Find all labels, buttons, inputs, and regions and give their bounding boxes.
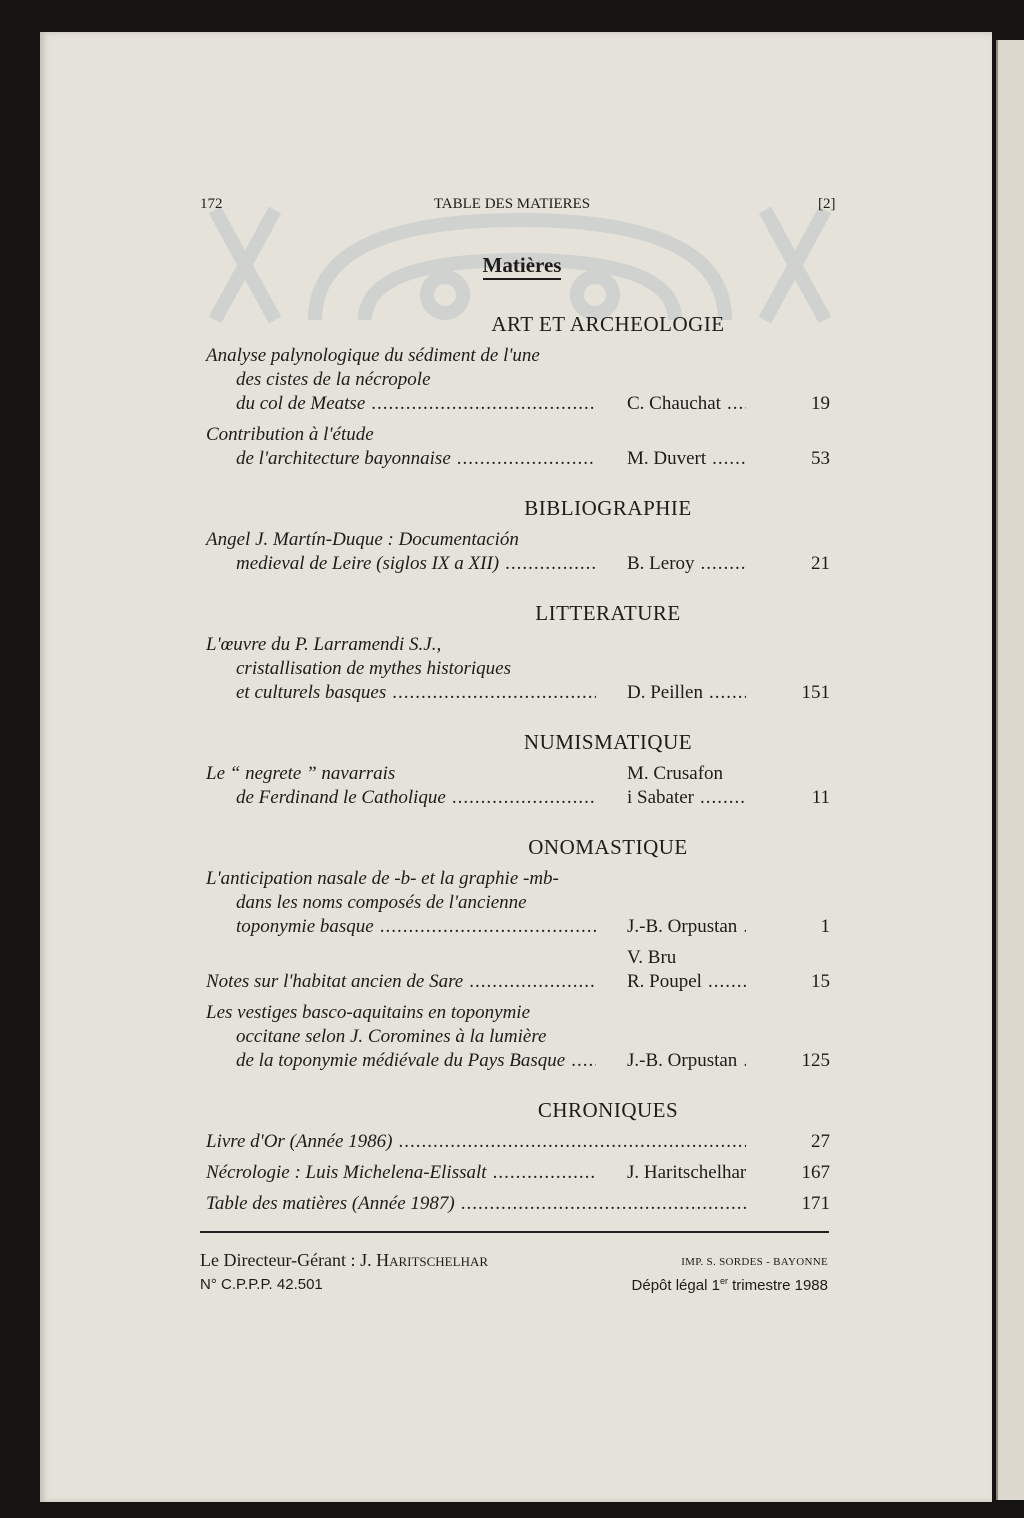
entry-author bbox=[600, 1161, 750, 1185]
title-text: de la toponymie médiévale du Pays Basque bbox=[236, 1050, 566, 1071]
entry-page-number: 21 bbox=[811, 553, 830, 574]
section-heading: BIBLIOGRAPHIE bbox=[524, 496, 692, 520]
entry-author bbox=[600, 762, 750, 810]
entry-author bbox=[600, 447, 750, 471]
entry-title bbox=[206, 762, 600, 810]
toc-entry bbox=[206, 1161, 830, 1185]
author-text: i Sabater bbox=[627, 787, 695, 808]
title-line bbox=[206, 392, 600, 416]
title-text: du col de Meatse bbox=[236, 393, 366, 414]
author-line: M. Crusafon bbox=[627, 763, 724, 784]
page-title bbox=[0, 253, 1024, 278]
printer: IMP. S. SORDES - BAYONNE bbox=[681, 1256, 828, 1268]
entry-page-number: 11 bbox=[811, 787, 830, 808]
dot-leader bbox=[709, 681, 746, 705]
author-text: B. Leroy bbox=[627, 553, 695, 574]
depot-sup: er bbox=[719, 1276, 728, 1286]
title-line: dans les noms composés de l'ancienne bbox=[236, 892, 527, 913]
author-line bbox=[627, 392, 750, 416]
dot-leader bbox=[701, 552, 746, 576]
table-of-contents bbox=[206, 312, 830, 1223]
page-title-text: Matières bbox=[483, 253, 562, 280]
title-line: Le “ negrete ” navarrais bbox=[206, 763, 396, 784]
dot-leader bbox=[371, 392, 596, 416]
title-line: Contribution à l'étude bbox=[206, 424, 374, 445]
entry-title bbox=[206, 1001, 600, 1073]
entry-page-number: 27 bbox=[811, 1131, 830, 1152]
author-line bbox=[627, 1049, 750, 1073]
running-title: TABLE DES MATIERES bbox=[433, 196, 591, 212]
toc-entry bbox=[206, 528, 830, 576]
section-heading: NUMISMATIQUE bbox=[523, 730, 693, 754]
dot-leader bbox=[712, 447, 746, 471]
title-line bbox=[206, 447, 600, 471]
cppp-number: N° C.P.P.P. 42.501 bbox=[200, 1276, 323, 1293]
toc-entry bbox=[206, 762, 830, 810]
title-text: toponymie basque bbox=[236, 916, 374, 937]
entry-title bbox=[206, 970, 600, 994]
director-line bbox=[200, 1250, 488, 1271]
dot-leader bbox=[392, 681, 596, 705]
depot-suffix: trimestre 1988 bbox=[727, 1277, 828, 1294]
author-text: M. Duvert bbox=[627, 448, 707, 469]
dot-leader bbox=[380, 915, 596, 939]
title-text: Livre d'Or (Année 1986) bbox=[206, 1131, 393, 1152]
section-heading: LITTERATURE bbox=[535, 601, 681, 625]
author-text: C. Chauchat bbox=[627, 393, 721, 414]
author-line: V. Bru bbox=[627, 947, 677, 968]
entry-page-number: 171 bbox=[801, 1193, 830, 1214]
section-heading: ART ET ARCHEOLOGIE bbox=[491, 312, 725, 336]
title-text: Table des matières (Année 1987) bbox=[206, 1193, 455, 1214]
entry-title bbox=[206, 1192, 750, 1216]
author-line bbox=[627, 447, 750, 471]
toc-entry bbox=[206, 633, 830, 705]
author-line bbox=[627, 915, 750, 939]
dot-leader bbox=[708, 970, 746, 994]
entry-page-number: 15 bbox=[811, 971, 830, 992]
toc-entry bbox=[206, 1001, 830, 1073]
dot-leader bbox=[493, 1161, 596, 1185]
title-text: de l'architecture bayonnaise bbox=[236, 448, 451, 469]
author-text: R. Poupel bbox=[627, 971, 702, 992]
entry-title bbox=[206, 1161, 600, 1185]
section-heading: ONOMASTIQUE bbox=[528, 835, 688, 859]
entry-title bbox=[206, 423, 600, 471]
dot-leader bbox=[457, 447, 596, 471]
title-line: des cistes de la nécropole bbox=[236, 369, 431, 390]
section-heading: CHRONIQUES bbox=[537, 1098, 679, 1122]
toc-entry bbox=[206, 1192, 830, 1216]
entry-title bbox=[206, 344, 600, 416]
entry-title bbox=[206, 528, 600, 576]
author-text: J.-B. Orpustan bbox=[627, 1050, 738, 1071]
title-line: cristallisation de mythes historiques bbox=[236, 658, 511, 679]
dot-leader bbox=[700, 786, 746, 810]
author-line bbox=[627, 786, 750, 810]
section-number: [2] bbox=[818, 196, 836, 212]
entry-title bbox=[206, 867, 600, 939]
title-line: Les vestiges basco-aquitains en toponymie bbox=[206, 1002, 531, 1023]
entry-author bbox=[600, 915, 750, 939]
entry-author bbox=[600, 1049, 750, 1073]
dot-leader bbox=[452, 786, 596, 810]
title-line bbox=[206, 970, 600, 994]
title-text: et culturels basques bbox=[236, 682, 387, 703]
author-line bbox=[627, 970, 750, 994]
dot-leader bbox=[461, 1192, 746, 1216]
title-line: Angel J. Martín-Duque : Documentación bbox=[206, 529, 519, 550]
dot-leader bbox=[727, 392, 746, 416]
dot-leader bbox=[505, 552, 596, 576]
entry-page-number: 1 bbox=[820, 916, 830, 937]
entry-author bbox=[600, 681, 750, 705]
dot-leader bbox=[571, 1049, 596, 1073]
entry-page-number: 53 bbox=[811, 448, 830, 469]
title-line: L'œuvre du P. Larramendi S.J., bbox=[206, 634, 442, 655]
dot-leader bbox=[743, 1049, 746, 1073]
title-line bbox=[206, 1161, 600, 1185]
author-line bbox=[627, 681, 750, 705]
author-line bbox=[627, 1161, 750, 1185]
entry-author bbox=[600, 392, 750, 416]
toc-entry bbox=[206, 946, 830, 994]
toc-entry bbox=[206, 867, 830, 939]
author-text: D. Peillen bbox=[627, 682, 703, 703]
legal-deposit bbox=[632, 1276, 828, 1294]
entry-author bbox=[600, 946, 750, 994]
entry-page-number: 19 bbox=[811, 393, 830, 414]
author-line bbox=[627, 552, 750, 576]
dot-leader bbox=[398, 1130, 746, 1154]
entry-title bbox=[206, 633, 600, 705]
depot-prefix: Dépôt légal 1 bbox=[631, 1277, 720, 1294]
title-text: medieval de Leire (siglos IX a XII) bbox=[236, 553, 500, 574]
entry-page-number: 167 bbox=[801, 1162, 830, 1183]
title-text: Nécrologie : Luis Michelena-Elissalt bbox=[206, 1162, 487, 1183]
author-text: J.-B. Orpustan bbox=[627, 916, 738, 937]
title-line bbox=[206, 552, 600, 576]
director-name: J. Haritschelhar bbox=[360, 1250, 489, 1270]
title-line bbox=[206, 915, 600, 939]
dot-leader bbox=[469, 970, 596, 994]
title-line: Analyse palynologique du sédiment de l'une bbox=[206, 345, 540, 366]
author-text: J. Haritschelhar bbox=[627, 1162, 747, 1183]
entry-author bbox=[600, 552, 750, 576]
title-text: Notes sur l'habitat ancien de Sare bbox=[206, 971, 464, 992]
director-label: Le Directeur-Gérant : bbox=[200, 1250, 361, 1270]
title-line bbox=[206, 786, 600, 810]
title-text: de Ferdinand le Catholique bbox=[236, 787, 446, 808]
divider bbox=[200, 1231, 829, 1233]
page-number: 172 bbox=[200, 196, 223, 212]
entry-title bbox=[206, 1130, 750, 1154]
title-line bbox=[206, 1049, 600, 1073]
title-line: occitane selon J. Coromines à la lumière bbox=[236, 1026, 547, 1047]
title-line: L'anticipation nasale de -b- et la graphie -mb- bbox=[206, 868, 559, 889]
title-line bbox=[206, 1192, 750, 1216]
toc-entry bbox=[206, 423, 830, 471]
title-line bbox=[206, 1130, 750, 1154]
dot-leader bbox=[743, 915, 746, 939]
entry-page-number: 151 bbox=[801, 682, 830, 703]
toc-entry bbox=[206, 344, 830, 416]
toc-entry bbox=[206, 1130, 830, 1154]
title-line bbox=[206, 681, 600, 705]
entry-page-number: 125 bbox=[801, 1050, 830, 1071]
